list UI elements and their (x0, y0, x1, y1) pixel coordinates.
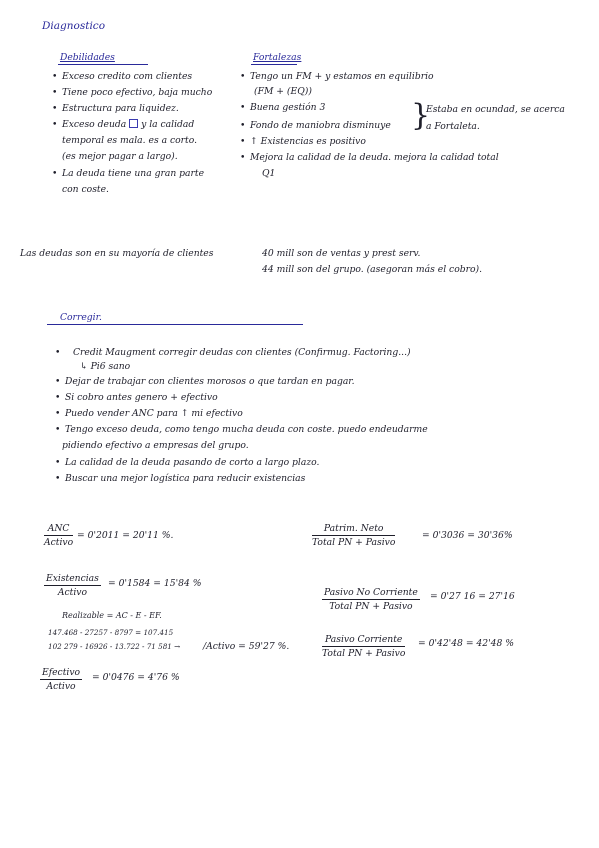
list-item-continuation: (es mejor pagar a largo). (62, 151, 178, 162)
list-item-continuation: con coste. (62, 184, 109, 195)
ratio-existencias-fraction: Existencias Activo (46, 573, 99, 598)
list-item: • La deuda tiene una gran parte (52, 168, 205, 179)
list-item: • Credit Maugment corregir deudas con clientes (Confirmug. Factoring...) (55, 347, 411, 358)
brace-note: Estaba en ocundad, se acerca (426, 104, 565, 115)
ratio-pnc-result: = 0'27 16 = 27'16 (430, 591, 515, 602)
debilidades-underline (58, 64, 148, 65)
list-item: • Buena gestión 3 (240, 102, 326, 113)
ratio-patrimonio-result: = 0'3036 = 30'36% (422, 530, 513, 541)
list-item: • La calidad de la deuda pasando de corto a largo plazo. (55, 457, 320, 468)
list-item: • Puedo vender ANC para ↑ mi efectivo (55, 408, 243, 419)
square-icon (129, 119, 138, 128)
list-item: • Buscar una mejor logística para reducir existencias (55, 473, 306, 484)
deudas-line-2: 44 mill son del grupo. (asegoran más el cobro). (262, 264, 483, 275)
corregir-heading: Corregir. (60, 312, 102, 323)
list-item: • Exceso deuda y la calidad (52, 119, 195, 130)
ratio-efectivo-result: = 0'0476 = 4'76 % (92, 672, 180, 683)
realizable-line-1: 147.468 - 27257 - 8797 = 107.415 (48, 628, 174, 637)
ratio-pc-fraction: Pasivo Corriente Total PN + Pasivo (322, 634, 406, 659)
deudas-line-1: 40 mill son de ventas y prest serv. (262, 248, 421, 259)
list-item-continuation: pidiendo efectivo a empresas del grupo. (62, 440, 249, 451)
ratio-anc-fraction: ANC Activo (44, 523, 74, 548)
list-item-continuation: temporal es mala. es a corto. (62, 135, 198, 146)
list-item: • Mejora la calidad de la deuda. mejora la calidad total (240, 152, 499, 163)
ratio-pc-result: = 0'42'48 = 42'48 % (418, 638, 514, 649)
list-item: • Tengo exceso deuda, como tengo mucha deuda con coste. puedo endeudarme (55, 424, 428, 435)
page-title: Diagnostico (42, 20, 106, 32)
deudas-statement: Las deudas son en su mayoría de clientes (20, 248, 214, 259)
ratio-existencias-result: = 0'1584 = 15'84 % (108, 578, 202, 589)
list-item: • Si cobro antes genero + efectivo (55, 392, 218, 403)
list-item: • Fondo de maniobra disminuye (240, 120, 391, 131)
ratio-patrimonio-fraction: Patrim. Neto Total PN + Pasivo (312, 523, 396, 548)
list-item: • Tiene poco efectivo, baja mucho (52, 87, 213, 98)
ratio-efectivo-fraction: Efectivo Activo (42, 667, 81, 692)
fortalezas-underline (251, 64, 297, 65)
list-item: • Exceso credito com clientes (52, 71, 193, 82)
list-item: • Estructura para liquidez. (52, 103, 179, 114)
brace-note: a Fortaleta. (426, 121, 480, 132)
corregir-underline (47, 324, 303, 325)
realizable-label: Realizable = AC - E - EF. (62, 611, 162, 620)
ratio-anc-result: = 0'2011 = 20'11 %. (77, 530, 174, 541)
debilidades-heading: Debilidades (60, 52, 115, 63)
list-item-continuation: Q1 (262, 168, 276, 179)
ratio-pnc-fraction: Pasivo No Corriente Total PN + Pasivo (324, 587, 418, 612)
list-item-continuation: (FM + (EQ)) (254, 86, 312, 97)
realizable-activo: /Activo = 59'27 %. (203, 641, 290, 652)
list-item: • ↑ Existencias es positivo (240, 136, 366, 147)
brace-symbol: } (411, 98, 431, 133)
list-item: • Dejar de trabajar con clientes morosos o que tardan en pagar. (55, 376, 355, 387)
realizable-line-2: 102 279 - 16926 - 13.722 - 71 581 → (48, 642, 181, 651)
fortalezas-heading: Fortalezas (253, 52, 302, 63)
list-item: • Tengo un FM + y estamos en equilibrio (240, 71, 434, 82)
list-item-sub: ↳ Pi6 sano (80, 361, 131, 372)
